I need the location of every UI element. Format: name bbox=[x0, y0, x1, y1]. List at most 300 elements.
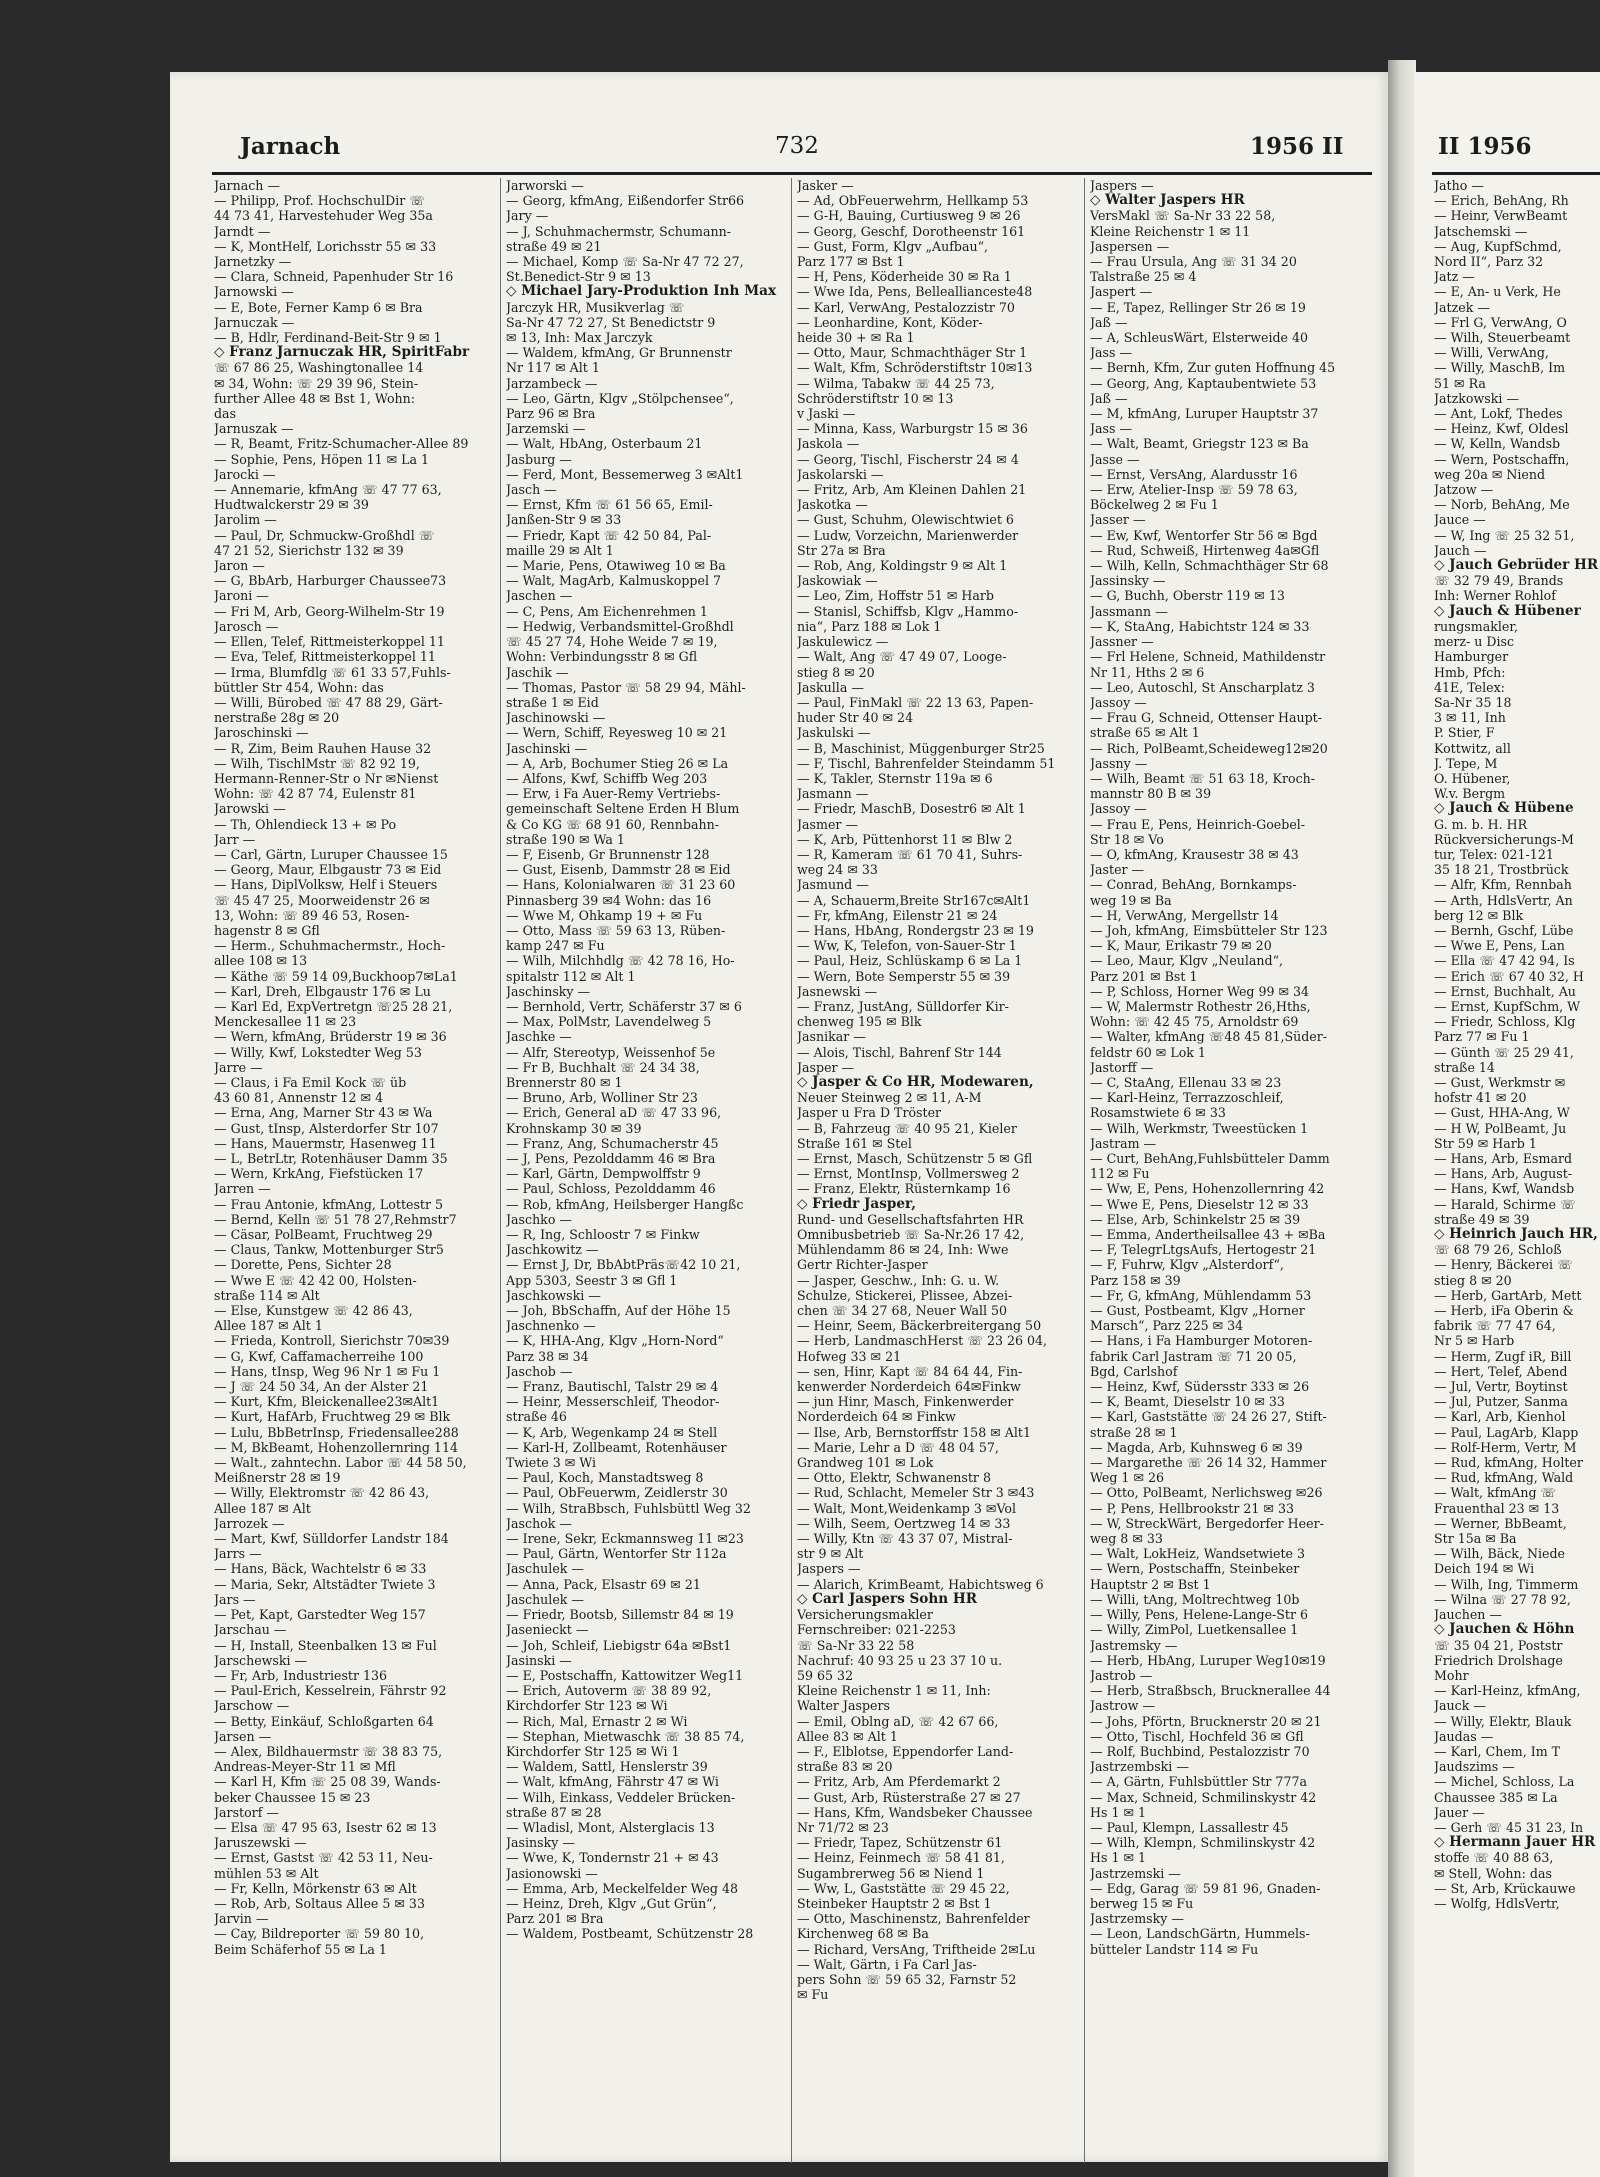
directory-line: Parz 96 ✉ Bra bbox=[506, 406, 596, 422]
directory-line: P. Stier, F bbox=[1434, 725, 1495, 741]
directory-line: — Pet, Kapt, Garstedter Weg 157 bbox=[214, 1607, 426, 1623]
directory-line: — Wern, Schiff, Reyesweg 10 ✉ 21 bbox=[506, 725, 728, 741]
directory-line: hagenstr 8 ✉ Gfl bbox=[214, 922, 320, 938]
directory-line: Jastram — bbox=[1090, 1135, 1157, 1151]
directory-line: Jasinski — bbox=[506, 1652, 572, 1668]
directory-line: Nord II“, Parz 32 bbox=[1434, 254, 1544, 270]
directory-line: VersMakl ☏ Sa-Nr 33 22 58, bbox=[1090, 208, 1276, 224]
directory-line: Jaskowiak — bbox=[797, 573, 878, 589]
directory-line: Jaß — bbox=[1090, 390, 1128, 406]
directory-line: Jary — bbox=[506, 208, 549, 224]
directory-line: feldstr 60 ✉ Lok 1 bbox=[1090, 1044, 1206, 1060]
directory-line: Schröderstiftstr 10 ✉ 13 bbox=[797, 390, 954, 406]
directory-line: Jaskulla — bbox=[797, 679, 864, 695]
directory-line: — Otto, Maschinenstz, Bahrenfelder bbox=[797, 1911, 1030, 1927]
directory-line: Hmb, Pfch: bbox=[1434, 664, 1506, 680]
directory-line: Str 15a ✉ Ba bbox=[1434, 1531, 1517, 1547]
directory-line: — Friedr, Bootsb, Sillemstr 84 ✉ 19 bbox=[506, 1607, 734, 1623]
directory-line: Jaudszims — bbox=[1434, 1759, 1515, 1775]
directory-line: — Hans, Kwf, Wandsb bbox=[1434, 1181, 1575, 1197]
directory-line: — A, Schauerm,Breite Str167c✉Alt1 bbox=[797, 892, 1031, 908]
directory-line: — Fritz, Arb, Am Pferdemarkt 2 bbox=[797, 1774, 1001, 1790]
directory-line: berweg 15 ✉ Fu bbox=[1090, 1895, 1194, 1911]
directory-line: — Ww, K, Telefon, von-Sauer-Str 1 bbox=[797, 938, 1017, 954]
directory-line: — Stephan, Mietwaschk ☏ 38 85 74, bbox=[506, 1728, 745, 1744]
directory-line: Hamburger bbox=[1434, 649, 1509, 665]
directory-line: — Cäsar, PolBeamt, Fruchtweg 29 bbox=[214, 1227, 433, 1243]
directory-line: Meißnerstr 28 ✉ 19 bbox=[214, 1470, 341, 1486]
directory-line: — Alfr, Stereotyp, Weissenhof 5e bbox=[506, 1044, 716, 1060]
directory-line: Jarre — bbox=[214, 1059, 263, 1075]
directory-line: ☏ 68 79 26, Schloß bbox=[1434, 1242, 1562, 1258]
directory-line: — Joh, kfmAng, Eimsbütteler Str 123 bbox=[1090, 922, 1328, 938]
directory-line: — Fri M, Arb, Georg-Wilhelm-Str 19 bbox=[214, 603, 445, 619]
directory-line: — Willy, ZimPol, Luetkensallee 1 bbox=[1090, 1622, 1299, 1638]
directory-line: — Karl, Gaststätte ☏ 24 26 27, Stift- bbox=[1090, 1409, 1327, 1425]
directory-line: Jaroni — bbox=[214, 588, 269, 604]
directory-column-right-page bbox=[1434, 178, 1600, 2168]
directory-line: — Edg, Garag ☏ 59 81 96, Gnaden- bbox=[1090, 1880, 1321, 1896]
directory-line: — J, Schuhmachermstr, Schumann- bbox=[506, 223, 731, 239]
directory-line: beker Chaussee 15 ✉ 23 bbox=[214, 1789, 371, 1805]
directory-line: Jasper u Fra D Tröster bbox=[797, 1105, 942, 1121]
directory-line: ☏ 45 27 74, Hohe Weide 7 ✉ 19, bbox=[506, 634, 718, 650]
directory-line: — Fritz, Arb, Am Kleinen Dahlen 21 bbox=[797, 482, 1027, 498]
directory-line: — Walt, Mont,Weidenkamp 3 ✉Vol bbox=[797, 1500, 1016, 1516]
directory-line: Kleine Reichenstr 1 ✉ 11 bbox=[1090, 223, 1251, 239]
directory-line: Nr 11, Hths 2 ✉ 6 bbox=[1090, 664, 1205, 680]
directory-line: — K, HHA-Ang, Klgv „Horn-Nord“ bbox=[506, 1333, 724, 1349]
directory-line: Jauce — bbox=[1434, 512, 1486, 528]
directory-line: — Rud, Schlacht, Memeler Str 3 ✉43 bbox=[797, 1485, 1035, 1501]
directory-line: — Wilh, Beamt ☏ 51 63 18, Kroch- bbox=[1090, 770, 1315, 786]
directory-line: — sen, Hinr, Kapt ☏ 84 64 44, Fin- bbox=[797, 1363, 1023, 1379]
directory-line: — Willi, Bürobed ☏ 47 88 29, Gärt- bbox=[214, 694, 443, 710]
directory-line: Hermann-Renner-Str o Nr ✉Nienst bbox=[214, 770, 439, 786]
directory-line: Sa-Nr 47 72 27, St Benedictstr 9 bbox=[506, 314, 716, 330]
directory-line: allee 108 ✉ 13 bbox=[214, 953, 308, 969]
directory-line: weg 24 ✉ 33 bbox=[797, 862, 878, 878]
directory-line: 35 18 21, Trostbrück bbox=[1434, 862, 1569, 878]
directory-column-1 bbox=[214, 178, 494, 2168]
directory-line: Kirchenweg 68 ✉ Ba bbox=[797, 1926, 929, 1942]
directory-line: — Georg, kfmAng, Eißendorfer Str66 bbox=[506, 193, 745, 209]
directory-line: — K, Beamt, Dieselstr 10 ✉ 33 bbox=[1090, 1394, 1285, 1410]
directory-line: — G-H, Bauing, Curtiusweg 9 ✉ 26 bbox=[797, 208, 1021, 224]
directory-line: — J, Pens, Pezolddamm 46 ✉ Bra bbox=[506, 1151, 716, 1166]
directory-line: — K, Arb, Wegenkamp 24 ✉ Stell bbox=[506, 1424, 718, 1440]
directory-line: Norderdeich 64 ✉ Finkw bbox=[797, 1409, 956, 1425]
directory-line: Jatz — bbox=[1434, 269, 1475, 285]
directory-line: — Gust, HHA-Ang, W bbox=[1434, 1105, 1570, 1121]
directory-line: — Ww, L, Gaststätte ☏ 29 45 22, bbox=[797, 1880, 1010, 1896]
directory-line: — Heinr, VerwBeamt bbox=[1434, 208, 1568, 224]
directory-line: — Otto, Elektr, Schwanenstr 8 bbox=[797, 1470, 991, 1486]
directory-line: Jarowski — bbox=[214, 801, 286, 817]
directory-line: — Ferd, Mont, Bessemerweg 3 ✉Alt1 bbox=[506, 466, 744, 482]
directory-line: Jaß — bbox=[1090, 314, 1128, 330]
directory-line: — Paul, Koch, Manstadtsweg 8 bbox=[506, 1470, 704, 1486]
directory-line: — Max, Schneid, Schmilinskystr 42 bbox=[1090, 1789, 1317, 1805]
directory-line: — Heinz, Feinmech ☏ 58 41 81, bbox=[797, 1850, 1005, 1866]
directory-line: Twiete 3 ✉ Wi bbox=[506, 1455, 597, 1471]
directory-line: — Wilh, Einkass, Veddeler Brücken- bbox=[506, 1789, 736, 1805]
directory-line: — H W, PolBeamt, Ju bbox=[1434, 1120, 1567, 1136]
directory-line: — Wilh, TischlMstr ☏ 82 92 19, bbox=[214, 755, 420, 771]
book-gutter bbox=[1388, 60, 1416, 2177]
directory-line: Friedrich Drolshage bbox=[1434, 1652, 1563, 1668]
directory-line: — Marie, Pens, Otawiweg 10 ✉ Ba bbox=[506, 558, 726, 574]
directory-line: 112 ✉ Fu bbox=[1090, 1166, 1150, 1182]
directory-line: — Herb, LandmaschHerst ☏ 23 26 04, bbox=[797, 1333, 1048, 1349]
directory-line: — Frau E, Pens, Heinrich-Goebel- bbox=[1090, 816, 1306, 832]
directory-line: 47 21 52, Sierichstr 132 ✉ 39 bbox=[214, 542, 404, 558]
directory-line: — Ernst, VersAng, Alardusstr 16 bbox=[1090, 466, 1298, 482]
directory-line: — Paul, Heiz, Schlüskamp 6 ✉ La 1 bbox=[797, 953, 1023, 969]
directory-line: — Rud, kfmAng, Holter bbox=[1434, 1455, 1583, 1471]
directory-line: — G, Kwf, Caffamacherreihe 100 bbox=[214, 1348, 424, 1364]
directory-line: stieg 8 ✉ 20 bbox=[797, 664, 875, 680]
directory-line: — Erich, Autoverm ☏ 38 89 92, bbox=[506, 1683, 712, 1699]
directory-line: Hs 1 ✉ 1 bbox=[1090, 1850, 1147, 1866]
directory-line: — Walt, HbAng, Osterbaum 21 bbox=[506, 436, 703, 452]
directory-line: Parz 158 ✉ 39 bbox=[1090, 1272, 1181, 1288]
directory-line: Jaskulewicz — bbox=[797, 634, 889, 650]
directory-line: — Paul, Schloss, Pezolddamm 46 bbox=[506, 1181, 716, 1197]
right-header-rule bbox=[1432, 172, 1600, 175]
directory-line: Allee 187 ✉ Alt 1 bbox=[214, 1318, 323, 1334]
directory-line: — Dorette, Pens, Sichter 28 bbox=[214, 1257, 392, 1273]
directory-line: — Walter, kfmAng ☏48 45 81,Süder- bbox=[1090, 1029, 1328, 1045]
directory-line: — Else, Arb, Schinkelstr 25 ✉ 39 bbox=[1090, 1211, 1301, 1227]
directory-line: — Paul, ObFeuerwm, Zeidlerstr 30 bbox=[506, 1485, 728, 1501]
directory-line: — Hans, HbAng, Rondergstr 23 ✉ 19 bbox=[797, 922, 1034, 938]
directory-line: — Wilh, Milchhdlg ☏ 42 78 16, Ho- bbox=[506, 953, 735, 969]
directory-line: — Frau Ursula, Ang ☏ 31 34 20 bbox=[1090, 254, 1297, 270]
directory-line: Fernschreiber: 021-2253 bbox=[797, 1622, 956, 1638]
directory-line: — Leo, Autoschl, St Anscharplatz 3 bbox=[1090, 679, 1315, 695]
directory-line: — Wilh, Bäck, Niede bbox=[1434, 1546, 1565, 1562]
directory-line: — Lulu, BbBetrInsp, Friedensallee288 bbox=[214, 1424, 459, 1440]
directory-line: — B, Maschinist, Müggenburger Str25 bbox=[797, 740, 1045, 756]
directory-line: Jaster — bbox=[1090, 862, 1145, 878]
directory-line: — Ludw, Vorzeichn, Marienwerder bbox=[797, 527, 1019, 543]
directory-line: Jastrob — bbox=[1090, 1667, 1153, 1683]
directory-line: — Gust, Eisenb, Dammstr 28 ✉ Eid bbox=[506, 862, 731, 878]
directory-line: Jarschewski — bbox=[214, 1652, 308, 1668]
column-divider bbox=[791, 178, 792, 2163]
directory-line: Jarndt — bbox=[214, 223, 271, 239]
directory-line: — A, Gärtn, Fuhlsbüttler Str 777a bbox=[1090, 1774, 1307, 1790]
directory-line: — Leo, Gärtn, Klgv „Stölpchensee“, bbox=[506, 390, 734, 406]
directory-line: 51 ✉ Ra bbox=[1434, 375, 1486, 391]
directory-line: — P, Schloss, Horner Weg 99 ✉ 34 bbox=[1090, 983, 1310, 999]
directory-line: Jarvin — bbox=[214, 1911, 269, 1927]
directory-line: Jastrzemski — bbox=[1090, 1865, 1181, 1881]
directory-line: Hofweg 33 ✉ 21 bbox=[797, 1348, 902, 1364]
directory-line: Jarstorf — bbox=[214, 1804, 279, 1820]
directory-line: — K, Arb, Püttenhorst 11 ✉ Blw 2 bbox=[797, 831, 1013, 847]
directory-line: — Rich, PolBeamt,Scheideweg12✉20 bbox=[1090, 740, 1328, 756]
directory-line: Frauenthal 23 ✉ 13 bbox=[1434, 1500, 1560, 1516]
directory-line: straße 1 ✉ Eid bbox=[506, 694, 599, 710]
directory-line: — H, VerwAng, Mergellstr 14 bbox=[1090, 907, 1279, 923]
directory-line: Chaussee 385 ✉ La bbox=[1434, 1789, 1558, 1805]
directory-line: — Heinr, Seem, Bäckerbreitergang 50 bbox=[797, 1318, 1042, 1334]
directory-line: — Betty, Einkäuf, Schloßgarten 64 bbox=[214, 1713, 434, 1729]
directory-line: stoffe ☏ 40 88 63, bbox=[1434, 1850, 1554, 1866]
directory-line: — Marie, Lehr a D ☏ 48 04 57, bbox=[797, 1439, 999, 1455]
directory-line: Jauchen — bbox=[1434, 1607, 1502, 1623]
directory-line: — Joh, Schleif, Liebigstr 64a ✉Bst1 bbox=[506, 1637, 732, 1653]
directory-line: — Waldem, Postbeamt, Schützenstr 28 bbox=[506, 1926, 754, 1942]
directory-line: Jassny — bbox=[1090, 755, 1148, 771]
directory-line: Neuer Steinweg 2 ✉ 11, A-M bbox=[797, 1090, 982, 1106]
directory-line: Schulze, Stickerei, Plissee, Abzei- bbox=[797, 1287, 1013, 1303]
directory-line: — P, Pens, Hellbrookstr 21 ✉ 33 bbox=[1090, 1500, 1294, 1516]
directory-line: Jass — bbox=[1090, 421, 1133, 437]
directory-line: — Th, Ohlendieck 13 + ✉ Po bbox=[214, 816, 397, 832]
directory-line: — Ant, Lokf, Thedes bbox=[1434, 406, 1563, 422]
directory-line: — Alois, Tischl, Bahrenf Str 144 bbox=[797, 1044, 1002, 1060]
directory-line: — Friedr, MaschB, Dosestr6 ✉ Alt 1 bbox=[797, 801, 1026, 817]
directory-line: — Fr, Arb, Industriestr 136 bbox=[214, 1667, 388, 1683]
directory-line: Sugambrerweg 56 ✉ Niend 1 bbox=[797, 1865, 985, 1881]
directory-line: Jaroschinski — bbox=[214, 725, 309, 741]
directory-line: — Jasper, Geschw., Inh: G. u. W. bbox=[797, 1272, 1000, 1288]
directory-line: — Hans, Kfm, Wandsbeker Chaussee bbox=[797, 1804, 1033, 1820]
directory-line: Jarnach — bbox=[214, 178, 280, 193]
directory-line: v Jaski — bbox=[797, 406, 856, 422]
directory-line: — Hans, tInsp, Weg 96 Nr 1 ✉ Fu 1 bbox=[214, 1363, 441, 1379]
directory-line: — W, Malermstr Rothestr 26,Hths, bbox=[1090, 998, 1311, 1014]
directory-line: — Ernst, Masch, Schützenstr 5 ✉ Gfl bbox=[797, 1151, 1033, 1166]
directory-line: spitalstr 112 ✉ Alt 1 bbox=[506, 968, 636, 984]
directory-line: — Rich, Mal, Ernastr 2 ✉ Wi bbox=[506, 1713, 688, 1729]
directory-line: — Leonhardine, Kont, Köder- bbox=[797, 314, 983, 330]
directory-line: Jasinsky — bbox=[506, 1835, 575, 1851]
directory-line: — Erich, BehAng, Rh bbox=[1434, 193, 1569, 209]
directory-line: mühlen 53 ✉ Alt bbox=[214, 1865, 319, 1881]
directory-line: Jarnetzky — bbox=[214, 254, 292, 270]
directory-line: — Karl Ed, ExpVertretgn ☏25 28 21, bbox=[214, 998, 453, 1014]
directory-line: Rosamstwiete 6 ✉ 33 bbox=[1090, 1105, 1226, 1121]
directory-line: — Wwe, K, Tondernstr 21 + ✉ 43 bbox=[506, 1850, 719, 1866]
directory-line: — E, Postschaffn, Kattowitzer Weg11 bbox=[506, 1667, 744, 1683]
directory-line: — Willi, tAng, Moltrechtweg 10b bbox=[1090, 1591, 1300, 1607]
directory-line: merz- u Disc bbox=[1434, 634, 1515, 650]
directory-line: Jaschik — bbox=[506, 664, 569, 680]
directory-line: — Otto, Tischl, Hochfeld 36 ✉ Gfl bbox=[1090, 1728, 1304, 1744]
directory-line: — Wilh, Klempn, Schmilinskystr 42 bbox=[1090, 1835, 1316, 1851]
directory-line: Rückversicherungs-M bbox=[1434, 831, 1574, 847]
directory-line: — Ew, Kwf, Wentorfer Str 56 ✉ Bgd bbox=[1090, 527, 1318, 543]
directory-line: — Joh, BbSchaffn, Auf der Höhe 15 bbox=[506, 1303, 731, 1319]
directory-line: Hauptstr 2 ✉ Bst 1 bbox=[1090, 1576, 1211, 1592]
directory-line: — Max, PolMstr, Lavendelweg 5 bbox=[506, 1014, 712, 1030]
directory-line: fabrik ☏ 77 47 64, bbox=[1434, 1318, 1556, 1334]
directory-line: Jauer — bbox=[1434, 1804, 1485, 1820]
directory-line: Jastorff — bbox=[1090, 1059, 1154, 1075]
directory-line: — Wwe E, Pens, Dieselstr 12 ✉ 33 bbox=[1090, 1196, 1309, 1212]
directory-line: — Willy, MaschB, Im bbox=[1434, 360, 1566, 376]
directory-line: — Henry, Bäckerei ☏ bbox=[1434, 1257, 1573, 1273]
directory-line: — Stanisl, Schiffsb, Klgv „Hammo- bbox=[797, 603, 1019, 619]
directory-line: — Willy, Elektromstr ☏ 42 86 43, bbox=[214, 1485, 430, 1501]
directory-line: — C, StaAng, Ellenau 33 ✉ 23 bbox=[1090, 1074, 1282, 1090]
directory-line: — Frau G, Schneid, Ottenser Haupt- bbox=[1090, 710, 1322, 726]
directory-line: Jaschkowski — bbox=[506, 1287, 601, 1303]
directory-line: Jaspersen — bbox=[1090, 238, 1170, 254]
directory-line: — Günth ☏ 25 29 41, bbox=[1434, 1044, 1574, 1060]
directory-line: Jarolim — bbox=[214, 512, 277, 528]
directory-line: — Ernst, MontInsp, Vollmersweg 2 bbox=[797, 1166, 1020, 1182]
directory-line: — Rob, kfmAng, Heilsberger Hangßc bbox=[506, 1196, 744, 1212]
directory-line: ◇ Jauch Gebrüder HR bbox=[1434, 558, 1599, 574]
directory-line: — Willy, Kwf, Lokstedter Weg 53 bbox=[214, 1044, 422, 1060]
directory-line: — Georg, Tischl, Fischerstr 24 ✉ 4 bbox=[797, 451, 1019, 467]
directory-line: — Gerh ☏ 45 31 23, In bbox=[1434, 1819, 1584, 1835]
directory-line: Jaspert — bbox=[1090, 284, 1153, 300]
directory-line: — O, kfmAng, Krausestr 38 ✉ 43 bbox=[1090, 846, 1299, 862]
directory-line: — Karl, Gärtn, Dempwolffstr 9 bbox=[506, 1166, 701, 1182]
directory-line: — Emil, Oblng aD, ☏ 42 67 66, bbox=[797, 1713, 999, 1729]
directory-line: straße 14 bbox=[1434, 1059, 1495, 1075]
directory-line: — Waldem, Sattl, Henslerstr 39 bbox=[506, 1759, 708, 1775]
directory-line: heide 30 + ✉ Ra 1 bbox=[797, 330, 915, 346]
directory-line: Jarnuczak — bbox=[214, 314, 295, 330]
directory-line: 3 ✉ 11, Inh bbox=[1434, 710, 1506, 726]
directory-column-2 bbox=[506, 178, 786, 2168]
directory-line: mannstr 80 B ✉ 39 bbox=[1090, 786, 1212, 802]
directory-line: Jatschemski — bbox=[1434, 223, 1528, 239]
directory-line: — Irene, Sekr, Eckmannsweg 11 ✉23 bbox=[506, 1531, 744, 1547]
directory-line: — R, Zim, Beim Rauhen Hause 32 bbox=[214, 740, 432, 756]
directory-line: Jaspers — bbox=[797, 1561, 861, 1577]
directory-line: Str 27a ✉ Bra bbox=[797, 542, 886, 558]
directory-line: — Frau Antonie, kfmAng, Lottestr 5 bbox=[214, 1196, 444, 1212]
directory-line: — E, Bote, Ferner Kamp 6 ✉ Bra bbox=[214, 299, 423, 315]
directory-line: — Paul-Erich, Kesselrein, Fährstr 92 bbox=[214, 1683, 447, 1699]
directory-line: — Hans, DiplVolksw, Helf i Steuers bbox=[214, 877, 438, 893]
directory-line: — Rob, Ang, Koldingstr 9 ✉ Alt 1 bbox=[797, 558, 1008, 574]
directory-line: W.v. Bergm bbox=[1434, 786, 1506, 802]
directory-line: — B, Fahrzeug ☏ 40 95 21, Kieler bbox=[797, 1120, 1017, 1136]
directory-line: — J ☏ 24 50 34, An der Alster 21 bbox=[214, 1379, 429, 1395]
directory-line: — Karl, VerwAng, Pestalozzistr 70 bbox=[797, 299, 1015, 315]
directory-column-4 bbox=[1090, 178, 1375, 2168]
directory-line: Straße 161 ✉ Stel bbox=[797, 1135, 912, 1151]
directory-line: ☏ 45 47 25, Moorweidenstr 26 ✉ bbox=[214, 892, 430, 908]
directory-line: — Walt, kfmAng, Fährstr 47 ✉ Wi bbox=[506, 1774, 719, 1790]
directory-line: Jasmer — bbox=[797, 816, 859, 832]
directory-line: Jaron — bbox=[214, 558, 265, 574]
directory-line: — Wilh, StraBbsch, Fuhlsbüttl Weg 32 bbox=[506, 1500, 751, 1516]
directory-line: — Gust, Form, Klgv „Aufbau“, bbox=[797, 238, 989, 254]
directory-line: — Bruno, Arb, Wolliner Str 23 bbox=[506, 1090, 698, 1106]
directory-line: Jasnikar — bbox=[797, 1029, 866, 1045]
directory-line: — Wladisl, Mont, Alsterglacis 13 bbox=[506, 1819, 715, 1835]
directory-line: — Rud, Schweiß, Hirtenweg 4a✉Gfl bbox=[1090, 542, 1320, 558]
directory-line: — W, Ing ☏ 25 32 51, bbox=[1434, 527, 1575, 543]
directory-line: Versicherungsmakler bbox=[797, 1607, 933, 1623]
directory-line: das bbox=[214, 406, 237, 422]
directory-line: — Franz, Ang, Schumacherstr 45 bbox=[506, 1135, 719, 1151]
directory-line: — Emma, Arb, Meckelfelder Weg 48 bbox=[506, 1880, 739, 1896]
directory-line: Jaspers — bbox=[1090, 178, 1154, 193]
directory-line: — Ilse, Arb, Bernstorffstr 158 ✉ Alt1 bbox=[797, 1424, 1031, 1440]
directory-line: Mühlendamm 86 ✉ 24, Inh: Wwe bbox=[797, 1242, 1009, 1258]
directory-line: Kirchdorfer Str 123 ✉ Wi bbox=[506, 1698, 668, 1714]
directory-line: Jaskotka — bbox=[797, 497, 869, 513]
directory-line: Jarczyk HR, Musikverlag ☏ bbox=[506, 299, 685, 315]
directory-line: — C, Pens, Am Eichenrehmen 1 bbox=[506, 603, 708, 619]
directory-line: — Heinz, Kwf, Oldesl bbox=[1434, 421, 1569, 437]
directory-column-3 bbox=[797, 178, 1080, 2168]
directory-line: — Hans, Kolonialwaren ☏ 31 23 60 bbox=[506, 877, 736, 893]
directory-line: Jarzemski — bbox=[506, 421, 586, 437]
directory-line: — Hans, Arb, August- bbox=[1434, 1166, 1573, 1182]
directory-line: — Bernh, Kfm, Zur guten Hoffnung 45 bbox=[1090, 360, 1336, 376]
directory-line: — Cay, Bildreporter ☏ 59 80 10, bbox=[214, 1926, 425, 1942]
directory-line: — W, StreckWärt, Bergedorfer Heer- bbox=[1090, 1515, 1324, 1531]
directory-line: Wohn: ☏ 42 45 75, Arnoldstr 69 bbox=[1090, 1014, 1299, 1030]
directory-line: — Bernhold, Vertr, Schäferstr 37 ✉ 6 bbox=[506, 998, 742, 1014]
directory-line: — F, Fuhrw, Klgv „Alsterdorf“, bbox=[1090, 1257, 1284, 1273]
directory-line: Hs 1 ✉ 1 bbox=[1090, 1804, 1147, 1820]
directory-line: Jaskulski — bbox=[797, 725, 871, 741]
directory-line: huder Str 40 ✉ 24 bbox=[797, 710, 914, 726]
directory-line: Jarzambeck — bbox=[506, 375, 598, 391]
directory-line: maille 29 ✉ Alt 1 bbox=[506, 542, 614, 558]
directory-line: weg 20a ✉ Niend bbox=[1434, 466, 1546, 482]
directory-line: J. Tepe, M bbox=[1434, 755, 1498, 771]
directory-line: Jastrzembski — bbox=[1090, 1759, 1189, 1775]
directory-line: Parz 201 ✉ Bra bbox=[506, 1911, 604, 1927]
directory-line: — Walt, LokHeiz, Wandsetwiete 3 bbox=[1090, 1546, 1306, 1562]
directory-line: Str 59 ✉ Harb 1 bbox=[1434, 1135, 1537, 1151]
directory-line: — Hedwig, Verbandsmittel-Großhdl bbox=[506, 618, 734, 634]
directory-line: — Wilh, Werkmstr, Tweestücken 1 bbox=[1090, 1120, 1309, 1136]
directory-line: Jasch — bbox=[506, 482, 557, 498]
directory-line: App 5303, Seestr 3 ✉ Gfl 1 bbox=[506, 1272, 678, 1288]
directory-line: kenwerder Norderdeich 64✉Finkw bbox=[797, 1379, 1021, 1395]
directory-line: — Bernh, Gschf, Lübe bbox=[1434, 922, 1574, 938]
directory-line: Jasker — bbox=[797, 178, 854, 193]
directory-line: Jaschnenko — bbox=[506, 1318, 596, 1334]
directory-line: ◇ Michael Jary-Produktion Inh Max bbox=[506, 284, 777, 300]
directory-line: — Michel, Schloss, La bbox=[1434, 1774, 1575, 1790]
directory-line: — Richard, VersAng, Triftheide 2✉Lu bbox=[797, 1941, 1036, 1957]
directory-line: — Hans, i Fa Hamburger Motoren- bbox=[1090, 1333, 1313, 1349]
directory-line: — Otto, Maur, Schmachthäger Str 1 bbox=[797, 345, 1028, 361]
directory-line: — Paul, Dr, Schmuckw-Großhdl ☏ bbox=[214, 527, 435, 543]
directory-line: — Fr, G, kfmAng, Mühlendamm 53 bbox=[1090, 1287, 1312, 1303]
directory-line: — Heinz, Kwf, Südersstr 333 ✉ 26 bbox=[1090, 1379, 1310, 1395]
directory-line: — F, Tischl, Bahrenfelder Steindamm 51 bbox=[797, 755, 1056, 771]
directory-line: nerstraße 28g ✉ 20 bbox=[214, 710, 340, 726]
directory-line: ◇ Jauch & Hübener bbox=[1434, 603, 1581, 619]
directory-line: ◇ Jauchen & Höhn bbox=[1434, 1622, 1575, 1638]
directory-line: — Ellen, Telef, Rittmeisterkoppel 11 bbox=[214, 634, 445, 650]
directory-line: — Maria, Sekr, Altstädter Twiete 3 bbox=[214, 1576, 436, 1592]
directory-line: — Alfons, Kwf, Schiffb Weg 203 bbox=[506, 770, 708, 786]
directory-line: — Leo, Zim, Hoffstr 51 ✉ Harb bbox=[797, 588, 994, 604]
directory-line: — Paul, LagArb, Klapp bbox=[1434, 1424, 1579, 1440]
directory-line: Jasnewski — bbox=[797, 983, 878, 999]
directory-line: — Wern, Postschaffn, bbox=[1434, 451, 1570, 467]
directory-line: O. Hübener, bbox=[1434, 770, 1511, 786]
